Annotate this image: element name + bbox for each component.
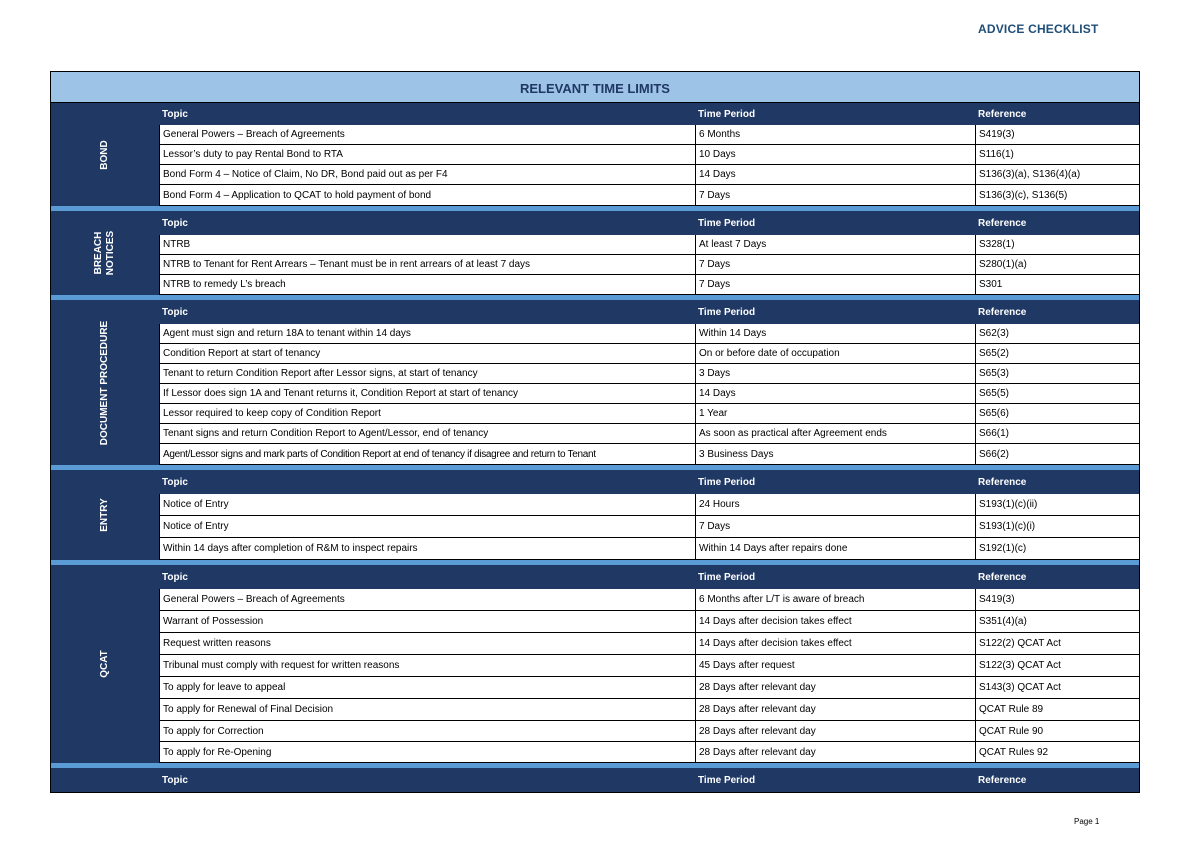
cell-time-period: As soon as practical after Agreement ends bbox=[696, 424, 976, 443]
cell-reference: S328(1) bbox=[976, 235, 1140, 254]
table-row bbox=[159, 424, 1139, 444]
cell-reference: S122(3) QCAT Act bbox=[976, 655, 1140, 676]
cell-reference: S65(2) bbox=[976, 344, 1140, 363]
cell-time-period: Within 14 Days after repairs done bbox=[696, 538, 976, 559]
column-header-topic: Topic bbox=[162, 217, 188, 229]
section-label-bond: BOND bbox=[51, 103, 159, 206]
column-header-topic: Topic bbox=[162, 774, 188, 786]
column-header-reference: Reference bbox=[978, 571, 1027, 583]
cell-time-period: 1 Year bbox=[696, 404, 976, 423]
cell-topic: General Powers – Breach of Agreements bbox=[160, 125, 696, 144]
cell-time-period: 14 Days after decision takes effect bbox=[696, 611, 976, 632]
table-title: RELEVANT TIME LIMITS bbox=[51, 72, 1139, 103]
table-row bbox=[159, 255, 1139, 275]
cell-topic: Tenant to return Condition Report after Lessor signs, at start of tenancy bbox=[160, 364, 696, 383]
cell-topic: To apply for Correction bbox=[160, 721, 696, 741]
table-row bbox=[159, 677, 1139, 699]
cell-topic: Condition Report at start of tenancy bbox=[160, 344, 696, 363]
table-row bbox=[159, 275, 1139, 295]
cell-reference: S136(3)(a), S136(4)(a) bbox=[976, 165, 1140, 184]
cell-time-period: 14 Days bbox=[696, 384, 976, 403]
cell-time-period: Within 14 Days bbox=[696, 324, 976, 343]
section-entry bbox=[51, 470, 1139, 560]
cell-time-period: 28 Days after relevant day bbox=[696, 721, 976, 741]
table-row bbox=[159, 125, 1139, 145]
cell-time-period: On or before date of occupation bbox=[696, 344, 976, 363]
table-row bbox=[159, 404, 1139, 424]
cell-reference: S143(3) QCAT Act bbox=[976, 677, 1140, 698]
table-row bbox=[159, 516, 1139, 538]
column-header-time-period: Time Period bbox=[698, 571, 756, 583]
cell-topic: Notice of Entry bbox=[160, 494, 696, 515]
cell-topic: Tribunal must comply with request for written reasons bbox=[160, 655, 696, 676]
cell-reference: S351(4)(a) bbox=[976, 611, 1140, 632]
table-row bbox=[159, 494, 1139, 516]
page-number: Page 1 bbox=[1074, 817, 1100, 826]
column-header-time-period: Time Period bbox=[698, 774, 756, 786]
cell-time-period: 6 Months after L/T is aware of breach bbox=[696, 589, 976, 610]
cell-topic: Lessor’s duty to pay Rental Bond to RTA bbox=[160, 145, 696, 164]
cell-time-period: 14 Days bbox=[696, 165, 976, 184]
cell-topic: Notice of Entry bbox=[160, 516, 696, 537]
section-label-qcat: QCAT bbox=[51, 565, 159, 763]
column-header-reference: Reference bbox=[978, 774, 1027, 786]
cell-topic: To apply for Renewal of Final Decision bbox=[160, 699, 696, 720]
column-header-topic: Topic bbox=[162, 571, 188, 583]
cell-reference: S192(1)(c) bbox=[976, 538, 1140, 559]
table-row bbox=[159, 364, 1139, 384]
cell-time-period: 7 Days bbox=[696, 255, 976, 274]
cell-time-period: 7 Days bbox=[696, 516, 976, 537]
table-row bbox=[159, 185, 1139, 206]
cell-reference: S66(1) bbox=[976, 424, 1140, 443]
section-breach-notices bbox=[51, 211, 1139, 295]
table-row bbox=[159, 538, 1139, 560]
column-header-reference: Reference bbox=[978, 108, 1027, 120]
column-header-topic: Topic bbox=[162, 306, 188, 318]
cell-topic: NTRB bbox=[160, 235, 696, 254]
cell-time-period: 24 Hours bbox=[696, 494, 976, 515]
column-header-reference: Reference bbox=[978, 476, 1027, 488]
column-header-topic: Topic bbox=[162, 476, 188, 488]
table-row bbox=[159, 655, 1139, 677]
cell-topic: General Powers – Breach of Agreements bbox=[160, 589, 696, 610]
section-label-breach-notices: BREACH NOTICES bbox=[51, 211, 159, 295]
cell-topic: Agent must sign and return 18A to tenant within 14 days bbox=[160, 324, 696, 343]
cell-time-period: 7 Days bbox=[696, 275, 976, 294]
cell-time-period: At least 7 Days bbox=[696, 235, 976, 254]
table-row bbox=[159, 145, 1139, 165]
header-row bbox=[159, 103, 1139, 125]
cell-reference: S419(3) bbox=[976, 125, 1140, 144]
cell-time-period: 6 Months bbox=[696, 125, 976, 144]
cell-topic: Bond Form 4 – Application to QCAT to hold payment of bond bbox=[160, 185, 696, 205]
column-header-reference: Reference bbox=[978, 306, 1027, 318]
column-header-time-period: Time Period bbox=[698, 476, 756, 488]
cell-reference: S193(1)(c)(i) bbox=[976, 516, 1140, 537]
table-row bbox=[159, 165, 1139, 185]
cell-topic: To apply for Re-Opening bbox=[160, 742, 696, 762]
section-label-document-procedure: DOCUMENT PROCEDURE bbox=[51, 300, 159, 465]
table-row bbox=[159, 611, 1139, 633]
cell-reference: QCAT Rules 92 bbox=[976, 742, 1140, 762]
cell-topic: Tenant signs and return Condition Report to Agent/Lessor, end of tenancy bbox=[160, 424, 696, 443]
cell-time-period: 7 Days bbox=[696, 185, 976, 205]
header-row bbox=[159, 211, 1139, 235]
cell-reference: S62(3) bbox=[976, 324, 1140, 343]
cell-topic: Warrant of Possession bbox=[160, 611, 696, 632]
cell-time-period: 45 Days after request bbox=[696, 655, 976, 676]
cell-topic: Lessor required to keep copy of Condition Report bbox=[160, 404, 696, 423]
section-document-procedure bbox=[51, 300, 1139, 465]
header-row bbox=[159, 300, 1139, 324]
section-qcat bbox=[51, 565, 1139, 763]
cell-reference: S65(6) bbox=[976, 404, 1140, 423]
cell-reference: QCAT Rule 90 bbox=[976, 721, 1140, 741]
cell-reference: S280(1)(a) bbox=[976, 255, 1140, 274]
column-header-time-period: Time Period bbox=[698, 108, 756, 120]
table-row bbox=[159, 344, 1139, 364]
cell-reference: S122(2) QCAT Act bbox=[976, 633, 1140, 654]
section-continued bbox=[51, 768, 1139, 792]
cell-time-period: 14 Days after decision takes effect bbox=[696, 633, 976, 654]
cell-reference: S65(5) bbox=[976, 384, 1140, 403]
cell-reference: S301 bbox=[976, 275, 1140, 294]
section-label-empty bbox=[51, 768, 159, 792]
cell-topic: Bond Form 4 – Notice of Claim, No DR, Bond paid out as per F4 bbox=[160, 165, 696, 184]
column-header-reference: Reference bbox=[978, 217, 1027, 229]
cell-reference: S65(3) bbox=[976, 364, 1140, 383]
cell-reference: S136(3)(c), S136(5) bbox=[976, 185, 1140, 205]
cell-time-period: 28 Days after relevant day bbox=[696, 677, 976, 698]
cell-reference: QCAT Rule 89 bbox=[976, 699, 1140, 720]
cell-topic: Request written reasons bbox=[160, 633, 696, 654]
table-row bbox=[159, 699, 1139, 721]
cell-topic: NTRB to Tenant for Rent Arrears – Tenant must be in rent arrears of at least 7 days bbox=[160, 255, 696, 274]
column-header-topic: Topic bbox=[162, 108, 188, 120]
table-row bbox=[159, 589, 1139, 611]
cell-reference: S66(2) bbox=[976, 444, 1140, 464]
cell-topic: Within 14 days after completion of R&M to inspect repairs bbox=[160, 538, 696, 559]
table-row bbox=[159, 444, 1139, 465]
cell-topic: To apply for leave to appeal bbox=[160, 677, 696, 698]
column-header-time-period: Time Period bbox=[698, 306, 756, 318]
cell-topic: If Lessor does sign 1A and Tenant returns it, Condition Report at start of tenancy bbox=[160, 384, 696, 403]
cell-time-period: 28 Days after relevant day bbox=[696, 742, 976, 762]
cell-time-period: 10 Days bbox=[696, 145, 976, 164]
section-label-entry: ENTRY bbox=[51, 470, 159, 560]
table-row bbox=[159, 633, 1139, 655]
cell-time-period: 3 Days bbox=[696, 364, 976, 383]
time-limits-table bbox=[50, 71, 1140, 793]
doc-header-title: ADVICE CHECKLIST bbox=[978, 22, 1099, 36]
header-row bbox=[159, 565, 1139, 589]
table-row bbox=[159, 235, 1139, 255]
cell-time-period: 3 Business Days bbox=[696, 444, 976, 464]
table-row bbox=[159, 742, 1139, 763]
table-row bbox=[159, 324, 1139, 344]
header-row bbox=[159, 768, 1139, 792]
cell-topic: Agent/Lessor signs and mark parts of Condition Report at end of tenancy if disagree and return to Tenant bbox=[160, 444, 696, 464]
header-row bbox=[159, 470, 1139, 494]
cell-reference: S419(3) bbox=[976, 589, 1140, 610]
cell-time-period: 28 Days after relevant day bbox=[696, 699, 976, 720]
table-row bbox=[159, 384, 1139, 404]
table-row bbox=[159, 721, 1139, 742]
cell-reference: S116(1) bbox=[976, 145, 1140, 164]
section-bond bbox=[51, 103, 1139, 206]
cell-reference: S193(1)(c)(ii) bbox=[976, 494, 1140, 515]
cell-topic: NTRB to remedy L’s breach bbox=[160, 275, 696, 294]
column-header-time-period: Time Period bbox=[698, 217, 756, 229]
